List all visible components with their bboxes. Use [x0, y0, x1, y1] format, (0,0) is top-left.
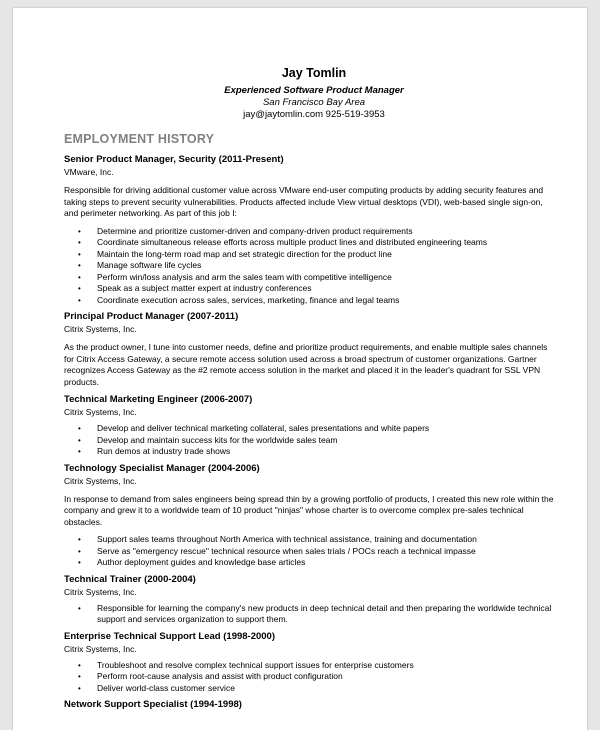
- bullet-icon: •: [78, 272, 81, 282]
- bullet-icon: •: [78, 660, 81, 670]
- job-bullet-list: [64, 660, 559, 695]
- job-title: Senior Product Manager, Security (2011-Present): [64, 154, 284, 165]
- bullet-icon: •: [78, 295, 81, 305]
- bullet-icon: •: [78, 603, 81, 613]
- job-description: In response to demand from sales engineers being spread thin by a growing portfolio of products, I created this new role within the company and grew it to a worldwide team of 10 product "ninjas" whose charter is to overcome complex pre-sales technical obstacles.: [64, 493, 554, 527]
- job-bullet-text: Determine and prioritize customer-driven and company-driven product requirements: [97, 225, 413, 236]
- job-entry: [64, 154, 559, 306]
- bullet-icon: •: [78, 447, 81, 456]
- job-company: Citrix Systems, Inc.: [64, 324, 137, 334]
- job-title: Technical Trainer (2000-2004): [64, 573, 196, 585]
- job-bullet: [64, 546, 559, 558]
- job-bullet-text: Maintain the long-term road map and set strategic direction for the product line: [97, 248, 392, 259]
- job-bullet: [64, 249, 559, 261]
- job-company: VMware, Inc.: [64, 167, 114, 177]
- job-title: Principal Product Manager (2007-2011): [64, 311, 239, 322]
- candidate-role: Experienced Software Product Manager: [224, 85, 404, 96]
- job-bullet-text: Responsible for learning the company's new products in deep technical detail and then preparing the worldwide technical support and services organization to support them.: [97, 602, 552, 624]
- job-company: Citrix Systems, Inc.: [64, 643, 137, 654]
- job-bullet-list: [64, 226, 559, 307]
- job-title: Network Support Specialist (1994-1998): [64, 699, 242, 710]
- job-bullet: [64, 534, 559, 546]
- bullet-icon: •: [78, 546, 81, 556]
- bullet-icon: •: [78, 558, 81, 567]
- bullet-icon: •: [78, 535, 81, 544]
- bullet-icon: •: [78, 683, 81, 693]
- job-bullet: [64, 423, 559, 435]
- job-bullet: [64, 683, 559, 695]
- job-company: Citrix Systems, Inc.: [64, 407, 137, 417]
- job-bullet-text: Develop and maintain success kits for the worldwide sales team: [97, 434, 338, 445]
- job-bullet: [64, 557, 559, 569]
- job-bullet-text: Deliver world-class customer service: [97, 682, 235, 693]
- job-bullet-text: Run demos at industry trade shows: [97, 446, 231, 456]
- job-entry: [64, 631, 559, 695]
- job-description: Responsible for driving additional customer value across VMware end-user computing products by adding security features and taking steps to prevent security vulnerabilities. Products affected include View virtual desktops (VDI), web-based single sign-on, and perimeter networking. As part of this job I:: [64, 185, 544, 218]
- job-bullet: [64, 226, 559, 238]
- bullet-icon: •: [78, 238, 81, 247]
- bullet-icon: •: [78, 435, 81, 445]
- section-title-employment: EMPLOYMENT HISTORY: [64, 132, 215, 146]
- job-bullet: [64, 671, 559, 683]
- job-bullet: [64, 260, 559, 272]
- job-bullet: [64, 295, 559, 307]
- job-bullet: [64, 237, 559, 249]
- candidate-name: Jay Tomlin: [281, 66, 347, 80]
- job-bullet: [64, 272, 559, 284]
- job-bullet-list: [64, 534, 559, 569]
- job-bullet-text: Author deployment guides and knowledge base articles: [97, 557, 306, 567]
- job-bullet-text: Speak as a subject matter expert at industry conferences: [97, 283, 312, 293]
- bullet-icon: •: [78, 284, 81, 293]
- employment-list: [64, 154, 559, 715]
- job-bullet-text: Troubleshoot and resolve complex technical support issues for enterprise customers: [97, 659, 414, 670]
- job-bullet-text: Serve as "emergency rescue" technical resource when sales trials / POCs reach a technical impasse: [97, 545, 476, 556]
- job-bullet-text: Support sales teams throughout North America with technical assistance, training and documentation: [97, 534, 477, 544]
- job-bullet: [64, 435, 559, 447]
- job-bullet: [64, 660, 559, 672]
- job-bullet: [64, 603, 559, 626]
- job-bullet: [64, 283, 559, 295]
- job-entry: [64, 394, 559, 458]
- job-entry: [64, 574, 559, 626]
- job-entry: [64, 311, 559, 388]
- candidate-location: San Francisco Bay Area: [262, 97, 366, 108]
- job-bullet-text: Perform win/loss analysis and arm the sales team with competitive intelligence: [97, 271, 392, 282]
- bullet-icon: •: [78, 672, 81, 681]
- job-bullet-text: Develop and deliver technical marketing collateral, sales presentations and white papers: [97, 423, 430, 433]
- candidate-contact: jay@jaytomlin.com 925-519-3953: [243, 109, 385, 120]
- job-entry: [64, 699, 559, 711]
- job-company: Citrix Systems, Inc.: [64, 586, 137, 597]
- job-title: Technical Marketing Engineer (2006-2007): [64, 394, 253, 405]
- document-page: [13, 8, 587, 730]
- job-entry: [64, 463, 559, 569]
- bullet-icon: •: [78, 424, 81, 433]
- job-description: As the product owner, I tune into customer needs, define and prioritize product requirements, and enable multiple sales channels for Citrix Access Gateway, a secure remote access solution used across a broad spectrum of customer organizations. Gartner recognizes Access Gateway as the #2 remote access solution in the market and placed it in the leader's quadrant for SSL VPN products.: [64, 342, 548, 387]
- job-bullet-list: [64, 423, 559, 458]
- job-title: Technology Specialist Manager (2004-2006): [64, 462, 260, 474]
- job-bullet-text: Manage software life cycles: [97, 260, 202, 270]
- job-company: Citrix Systems, Inc.: [64, 475, 137, 486]
- job-bullet-text: Coordinate simultaneous release efforts across multiple product lines and distributed engineering teams: [97, 237, 488, 247]
- job-bullet-list: [64, 603, 559, 626]
- job-bullet-text: Coordinate execution across sales, services, marketing, finance and legal teams: [97, 294, 400, 305]
- bullet-icon: •: [78, 226, 81, 236]
- job-bullet-text: Perform root-cause analysis and assist with product configuration: [97, 671, 343, 681]
- job-bullet: [64, 446, 559, 458]
- bullet-icon: •: [78, 261, 81, 270]
- bullet-icon: •: [78, 249, 81, 259]
- job-title: Enterprise Technical Support Lead (1998-2000): [64, 630, 276, 642]
